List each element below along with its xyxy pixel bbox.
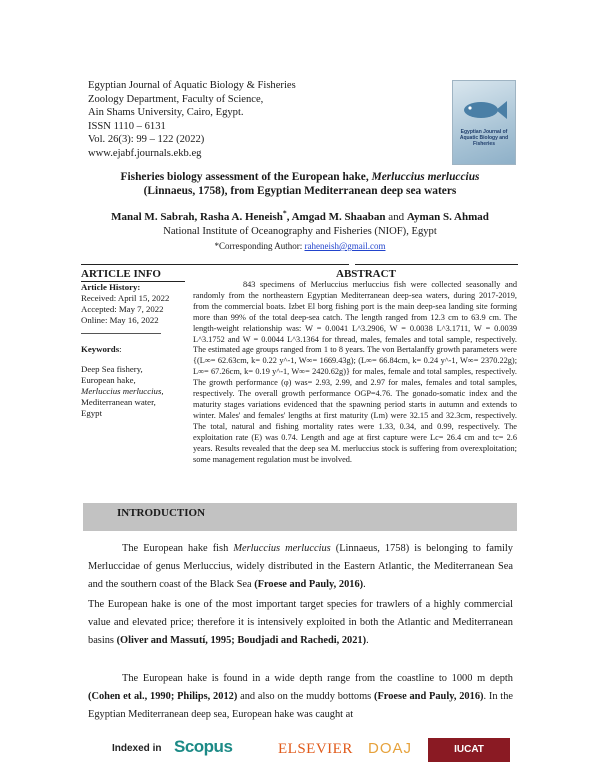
journal-department: Zoology Department, Faculty of Science, [88, 93, 264, 105]
journal-university: Ain Shams University, Cairo, Egypt. [88, 107, 244, 119]
author-1-2: Manal M. Sabrah, Rasha A. Heneish [111, 211, 283, 223]
abstract-body [193, 280, 517, 465]
fish-icon [459, 95, 509, 125]
intro-paragraph-3 [88, 670, 513, 724]
accepted-date: Accepted: May 7, 2022 [81, 304, 164, 314]
keyword-item: Mediterranean water, [81, 397, 156, 407]
institution: National Institute of Oceanography and Fisheries (NIOF), Egypt [163, 226, 437, 237]
journal-issn: ISSN 1110 – 6131 [88, 120, 166, 132]
title-line2: (Linnaeus, 1758), from Egyptian Mediterranean deep sea waters [143, 185, 457, 197]
received-date: Received: April 15, 2022 [81, 293, 170, 303]
keyword-item: Deep Sea fishery, [81, 364, 143, 374]
history-label: Article History: [81, 282, 141, 292]
indexing-footer [112, 737, 532, 767]
corresponding-author [70, 240, 530, 252]
intro-p2-citation: (Oliver and Massutí, 1995; Boudjadi and Rachedi, 2021) [116, 635, 367, 646]
journal-header [88, 79, 296, 161]
intro-p1-text: The European hake fish [122, 543, 234, 554]
title-line1: Fisheries biology assessment of the European hake, [120, 171, 372, 183]
intro-p3-text-3: . In the Egyptian Mediterranean deep sea, European hake was caught at [88, 691, 514, 720]
keywords-label: Keywords [81, 344, 120, 354]
abstract-text: 843 specimens of Merluccius merluccius fish were collected seasonally and randomly from the northeastern Egyptian Mediterranean deep-sea waters, during 2017-2019, from the commercial boats. Izbet El borg fishing port is the main deep-sea landing site forming more than 99% of the total deep-sea catch. The length ranged from 12.3 cm to 63.9 cm. The length-weight relationship was: W = 0.0041 L^3.2906, W = 0.0038 L^3.1711, W = 0.0039 L^3.1752 and W = 0.0044 L^3.1364 for thread, males, females and total sample, respectively. The estimated age groups ranged from 1 to 8 years. The von Bertalanffy growth parameters were {(L∞= 62.63cm, k= 0.22 y^-1, W∞= 1669.43g); (L∞= 66.84cm, k= 0.24 y^-1, W∞= 2370.22g); L∞= 67.26cm, k= 0.19 y^-1, W∞= 2420.62g)} for males, female and total samples, respectively. The growth performance (φ) was= 2.93, 2.99, and 2.97 for males, females and total samples, respectively. The overall growth performance OGP=4.76. The gonado-somatic index and the maturity stages variations evidenced that the spawning period starts in autumn and extends to winter. Males' and females' lengths at first maturity (Lm) were 32.15 and 32.3cm, respectively. The total, natural and fishing mortality rates were 1.33, 0.34, and 0.99, respectively. The exploitation rate (E) was 0.74. Length and age at first capture were Lc= 26.4 cm and tc= 2.6 years. Results revealed that the deep sea M. merluccius stock is suffering from overexploitation; some management regulation must be involved. [193, 280, 517, 464]
author-4: Ayman S. Ahmad [406, 211, 489, 223]
journal-cover-image [452, 80, 516, 165]
intro-p3-text: The European hake is found in a wide depth range from the coastline to 1000 m depth [122, 673, 513, 684]
paper-title [90, 170, 510, 198]
journal-url[interactable]: www.ejabf.journals.ekb.eg [88, 147, 202, 159]
doaj-logo[interactable]: DOAJ [368, 740, 413, 757]
journal-volume: Vol. 26(3): 99 – 122 (2022) [88, 134, 205, 146]
introduction-band [83, 503, 517, 531]
title-species: Merluccius merluccius [371, 171, 480, 183]
corresponding-email-link[interactable]: raheneish@gmail.com [304, 241, 386, 251]
journal-name: Egyptian Journal of Aquatic Biology & Fisheries [88, 80, 296, 91]
divider-left [81, 264, 349, 265]
intro-p3-text-2: and also on the muddy bottoms [237, 691, 374, 702]
history-divider [81, 333, 161, 334]
intro-paragraph-1: The European hake fish Merluccius merluccius (Linnaeus, 1758) is belonging to family Merluccidae of genus Merluccius, widely distributed in the Eastern Atlantic, the Mediterranean Sea and the southern coast of the Black Sea (Froese and Pauly, 2016). [88, 543, 514, 590]
intro-p3-citation-2: (Froese and Pauly, 2016) [374, 691, 484, 702]
cover-title: Egyptian Journal of Aquatic Biology and Fisheries [459, 129, 509, 147]
keywords-block: Keywords: Deep Sea fishery, European hake, Merluccius merluccius, Mediterranean water, Egypt [81, 344, 185, 419]
corresponding-label: *Corresponding Author: [214, 241, 305, 251]
divider-right [355, 264, 518, 265]
abstract-heading: ABSTRACT [336, 268, 396, 280]
author-list [70, 210, 530, 224]
indexed-in-label: Indexed in [112, 743, 162, 754]
intro-paragraph-2: The European hake is one of the most important target species for trawlers of a highly commercial value and elevated price; therefore it is intensively exploited in both the Atlantic and Mediterranean basins (Oliver and Massutí, 1995; Boudjadi and Rachedi, 2021). [88, 599, 513, 646]
article-history [81, 282, 185, 326]
iucat-logo[interactable]: IUCAT [428, 738, 510, 762]
intro-p3-citation-1: (Cohen et al., 1990; Philips, 2012) [88, 691, 238, 702]
elsevier-logo[interactable]: ELSEVIER [278, 741, 353, 757]
keyword-item: Merluccius merluccius, [81, 386, 164, 396]
intro-p1-text-2: (Linnaeus, 1758) is belonging to family Merluccidae of genus Merluccius, widely distributed in the Eastern Atlantic, the Mediterranean Sea and the southern coast of the Black Sea [88, 543, 514, 590]
intro-p1-species: Merluccius merluccius [233, 543, 331, 554]
author-3: , Amgad M. Shaaban [286, 211, 386, 223]
scopus-logo[interactable]: Scopus [174, 737, 233, 756]
article-info-heading: ARTICLE INFO [81, 268, 161, 280]
keyword-item: European hake, [81, 375, 136, 385]
intro-p2-text: The European hake is one of the most important target species for trawlers of a highly commercial value and elevated price; therefore it is intensively exploited in both the Atlantic and Mediterranean basins [88, 599, 513, 646]
introduction-heading: INTRODUCTION [117, 507, 206, 519]
author-and: and [385, 211, 407, 223]
online-date: Online: May 16, 2022 [81, 315, 159, 325]
corresponding-mark: * [282, 208, 287, 218]
keyword-item: Egypt [81, 408, 103, 418]
intro-p1-citation: (Froese and Pauly, 2016) [254, 579, 364, 590]
